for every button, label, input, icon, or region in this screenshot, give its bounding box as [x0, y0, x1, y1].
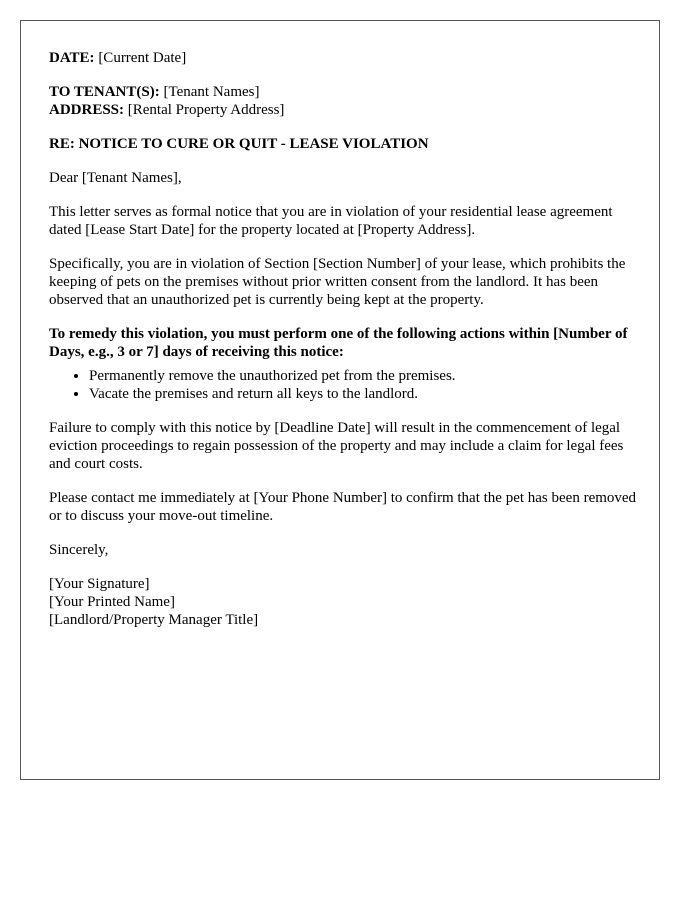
letter-content [49, 49, 639, 629]
closing: Sincerely, [49, 542, 109, 558]
to-tenant-label: TO TENANT(S): [49, 84, 160, 100]
paragraph-violation-details: Specifically, you are in violation of Section [Section Number] of your lease, which prohibits the keeping of pets on the premises without prior written consent from the landlord. It has been observed that an unauthorized pet is currently being kept at the property. [49, 256, 626, 308]
address-label: ADDRESS: [49, 102, 125, 118]
paragraph-contact: Please contact me immediately at [Your Phone Number] to confirm that the pet has been removed or to discuss your move-out timeline. [49, 490, 637, 524]
to-tenant-line [49, 83, 639, 101]
date-value: [Current Date] [98, 50, 187, 66]
date-label: DATE: [49, 50, 95, 66]
address-line [49, 101, 639, 119]
signature-block [49, 575, 639, 629]
printed-name-line: [Your Printed Name] [49, 594, 175, 610]
paragraph-consequences: Failure to comply with this notice by [Deadline Date] will result in the commencement of legal eviction proceedings to regain possession of the property and may include a claim for legal fees and court costs. [49, 420, 624, 472]
title-line: [Landlord/Property Manager Title] [49, 612, 259, 628]
to-tenant-value: [Tenant Names] [163, 84, 260, 100]
letter-page [20, 20, 660, 780]
salutation: Dear [Tenant Names], [49, 170, 182, 186]
remedy-item: • Vacate the premises and return all keys to the landlord. [89, 385, 639, 403]
remedy-item: • Permanently remove the unauthorized pet from the premises. [89, 367, 639, 385]
remedy-heading: To remedy this violation, you must perform one of the following actions within [Number of Days, e.g., 3 or 7] days of receiving this notice: [49, 326, 628, 360]
subject-line: RE: NOTICE TO CURE OR QUIT - LEASE VIOLATION [49, 136, 429, 152]
paragraph-lease-agreement: This letter serves as formal notice that you are in violation of your residential lease agreement dated [Lease Start Date] for the property located at [Property Address]. [49, 204, 613, 238]
date-line [49, 49, 639, 67]
remedy-list [49, 367, 639, 403]
signature-line: [Your Signature] [49, 576, 150, 592]
address-value: [Rental Property Address] [127, 102, 285, 118]
